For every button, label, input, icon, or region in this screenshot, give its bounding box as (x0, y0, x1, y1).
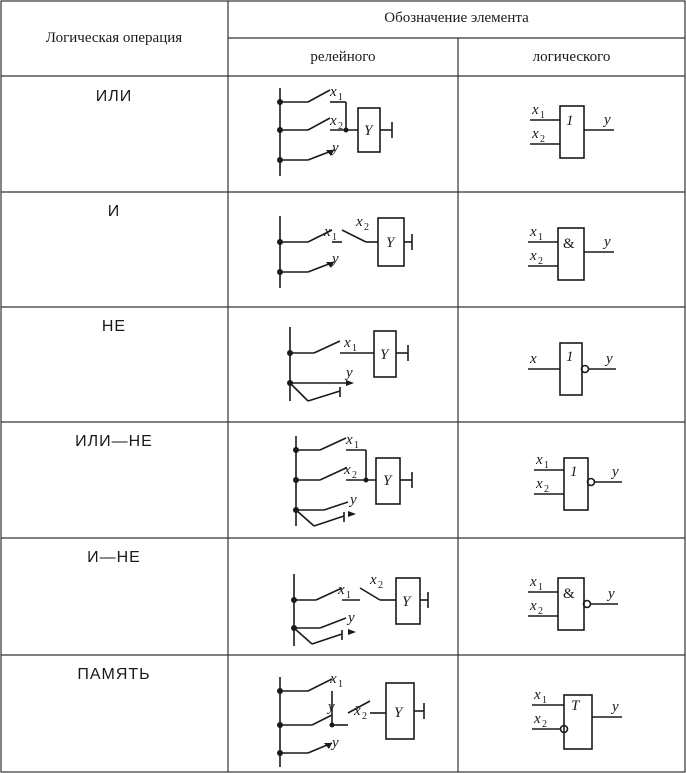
svg-text:y: y (612, 464, 619, 480)
logic-gate-memory (458, 655, 685, 772)
svg-text:x: x (530, 574, 537, 590)
svg-text:y: y (328, 699, 335, 715)
svg-text:y: y (332, 251, 339, 267)
relay-diagram-not (228, 307, 458, 422)
svg-text:1: 1 (354, 440, 359, 451)
operation-and: И (107, 203, 121, 220)
svg-text:1: 1 (544, 460, 549, 471)
svg-text:1: 1 (538, 582, 543, 593)
svg-text:Y: Y (380, 347, 389, 363)
svg-text:x: x (530, 598, 537, 614)
svg-text:y: y (332, 735, 339, 751)
label-y: y (332, 140, 339, 156)
svg-text:2: 2 (378, 580, 383, 591)
svg-text:Y: Y (394, 705, 403, 721)
svg-text:1: 1 (566, 349, 574, 365)
svg-text:2: 2 (538, 256, 543, 267)
svg-text:1: 1 (346, 590, 351, 601)
svg-text:y: y (348, 610, 355, 626)
svg-text:1: 1 (542, 695, 547, 706)
label-x2-bar: x̄ (354, 703, 361, 719)
logic-gate-nand (458, 538, 685, 655)
svg-text:2: 2 (542, 719, 547, 730)
svg-text:2: 2 (352, 470, 357, 481)
svg-text:y: y (608, 586, 615, 602)
svg-text:1: 1 (538, 232, 543, 243)
svg-text:x: x (324, 224, 331, 240)
svg-text:1: 1 (352, 343, 357, 354)
svg-text:x: x (330, 671, 337, 687)
header-element-designation: Обозначение элемента (384, 10, 529, 26)
svg-text:1: 1 (332, 232, 337, 243)
svg-text:y: y (350, 492, 357, 508)
logic-gate-not (458, 307, 685, 422)
relay-diagram-or (228, 76, 458, 192)
svg-text:1: 1 (338, 679, 343, 690)
label-x2: x (330, 113, 337, 129)
svg-text:y: y (612, 699, 619, 715)
svg-text:x: x (536, 476, 543, 492)
logic-gate-and (458, 192, 685, 307)
svg-text:Y: Y (383, 473, 392, 489)
svg-text:2: 2 (540, 134, 545, 145)
logic-gate-or (458, 76, 685, 192)
svg-text:&: & (563, 586, 575, 602)
operation-not: НЕ (101, 318, 127, 335)
operation-or: ИЛИ (95, 88, 133, 105)
svg-text:2: 2 (364, 222, 369, 233)
svg-text:x: x (356, 214, 363, 230)
svg-text:1: 1 (338, 92, 343, 103)
svg-text:2: 2 (544, 484, 549, 495)
relay-diagram-and (228, 192, 458, 307)
svg-text:2: 2 (338, 121, 343, 132)
svg-text:x: x (530, 248, 537, 264)
symbol-1: 1 (566, 113, 574, 129)
svg-text:Y: Y (402, 594, 411, 610)
svg-text:x: x (534, 687, 541, 703)
svg-text:y: y (346, 365, 353, 381)
svg-text:2: 2 (362, 711, 367, 722)
symbol-and: & (563, 236, 575, 252)
svg-text:x: x (532, 126, 539, 142)
operation-nand: И—НЕ (87, 549, 141, 566)
label-x1: x (330, 84, 337, 100)
operation-memory: ПАМЯТЬ (77, 666, 151, 683)
relay-diagram-nand (228, 538, 458, 655)
svg-text:x: x (534, 711, 541, 727)
svg-text:x: x (346, 432, 353, 448)
svg-text:y: y (606, 351, 613, 367)
svg-text:y: y (604, 112, 611, 128)
relay-diagram-nor (228, 422, 458, 538)
operation-nor: ИЛИ—НЕ (75, 433, 153, 450)
svg-text:1: 1 (540, 110, 545, 121)
svg-text:2: 2 (538, 606, 543, 617)
header-logical-operation: Логическая операция (45, 30, 183, 46)
svg-text:x: x (344, 335, 351, 351)
svg-text:1: 1 (570, 464, 578, 480)
svg-text:x: x (344, 462, 351, 478)
label-coil-Y: Y (364, 123, 373, 139)
header-relay: релейного (310, 49, 376, 65)
symbol-T: T (571, 698, 580, 714)
svg-text:y: y (604, 234, 611, 250)
svg-text:x: x (530, 351, 537, 367)
header-logic: логического (532, 49, 611, 65)
relay-diagram-memory (228, 655, 458, 772)
svg-text:x: x (338, 582, 345, 598)
svg-text:x: x (536, 452, 543, 468)
logic-gate-nor (458, 422, 685, 538)
svg-text:x: x (370, 572, 377, 588)
svg-text:Y: Y (386, 235, 395, 251)
svg-text:x: x (532, 102, 539, 118)
svg-text:x: x (530, 224, 537, 240)
